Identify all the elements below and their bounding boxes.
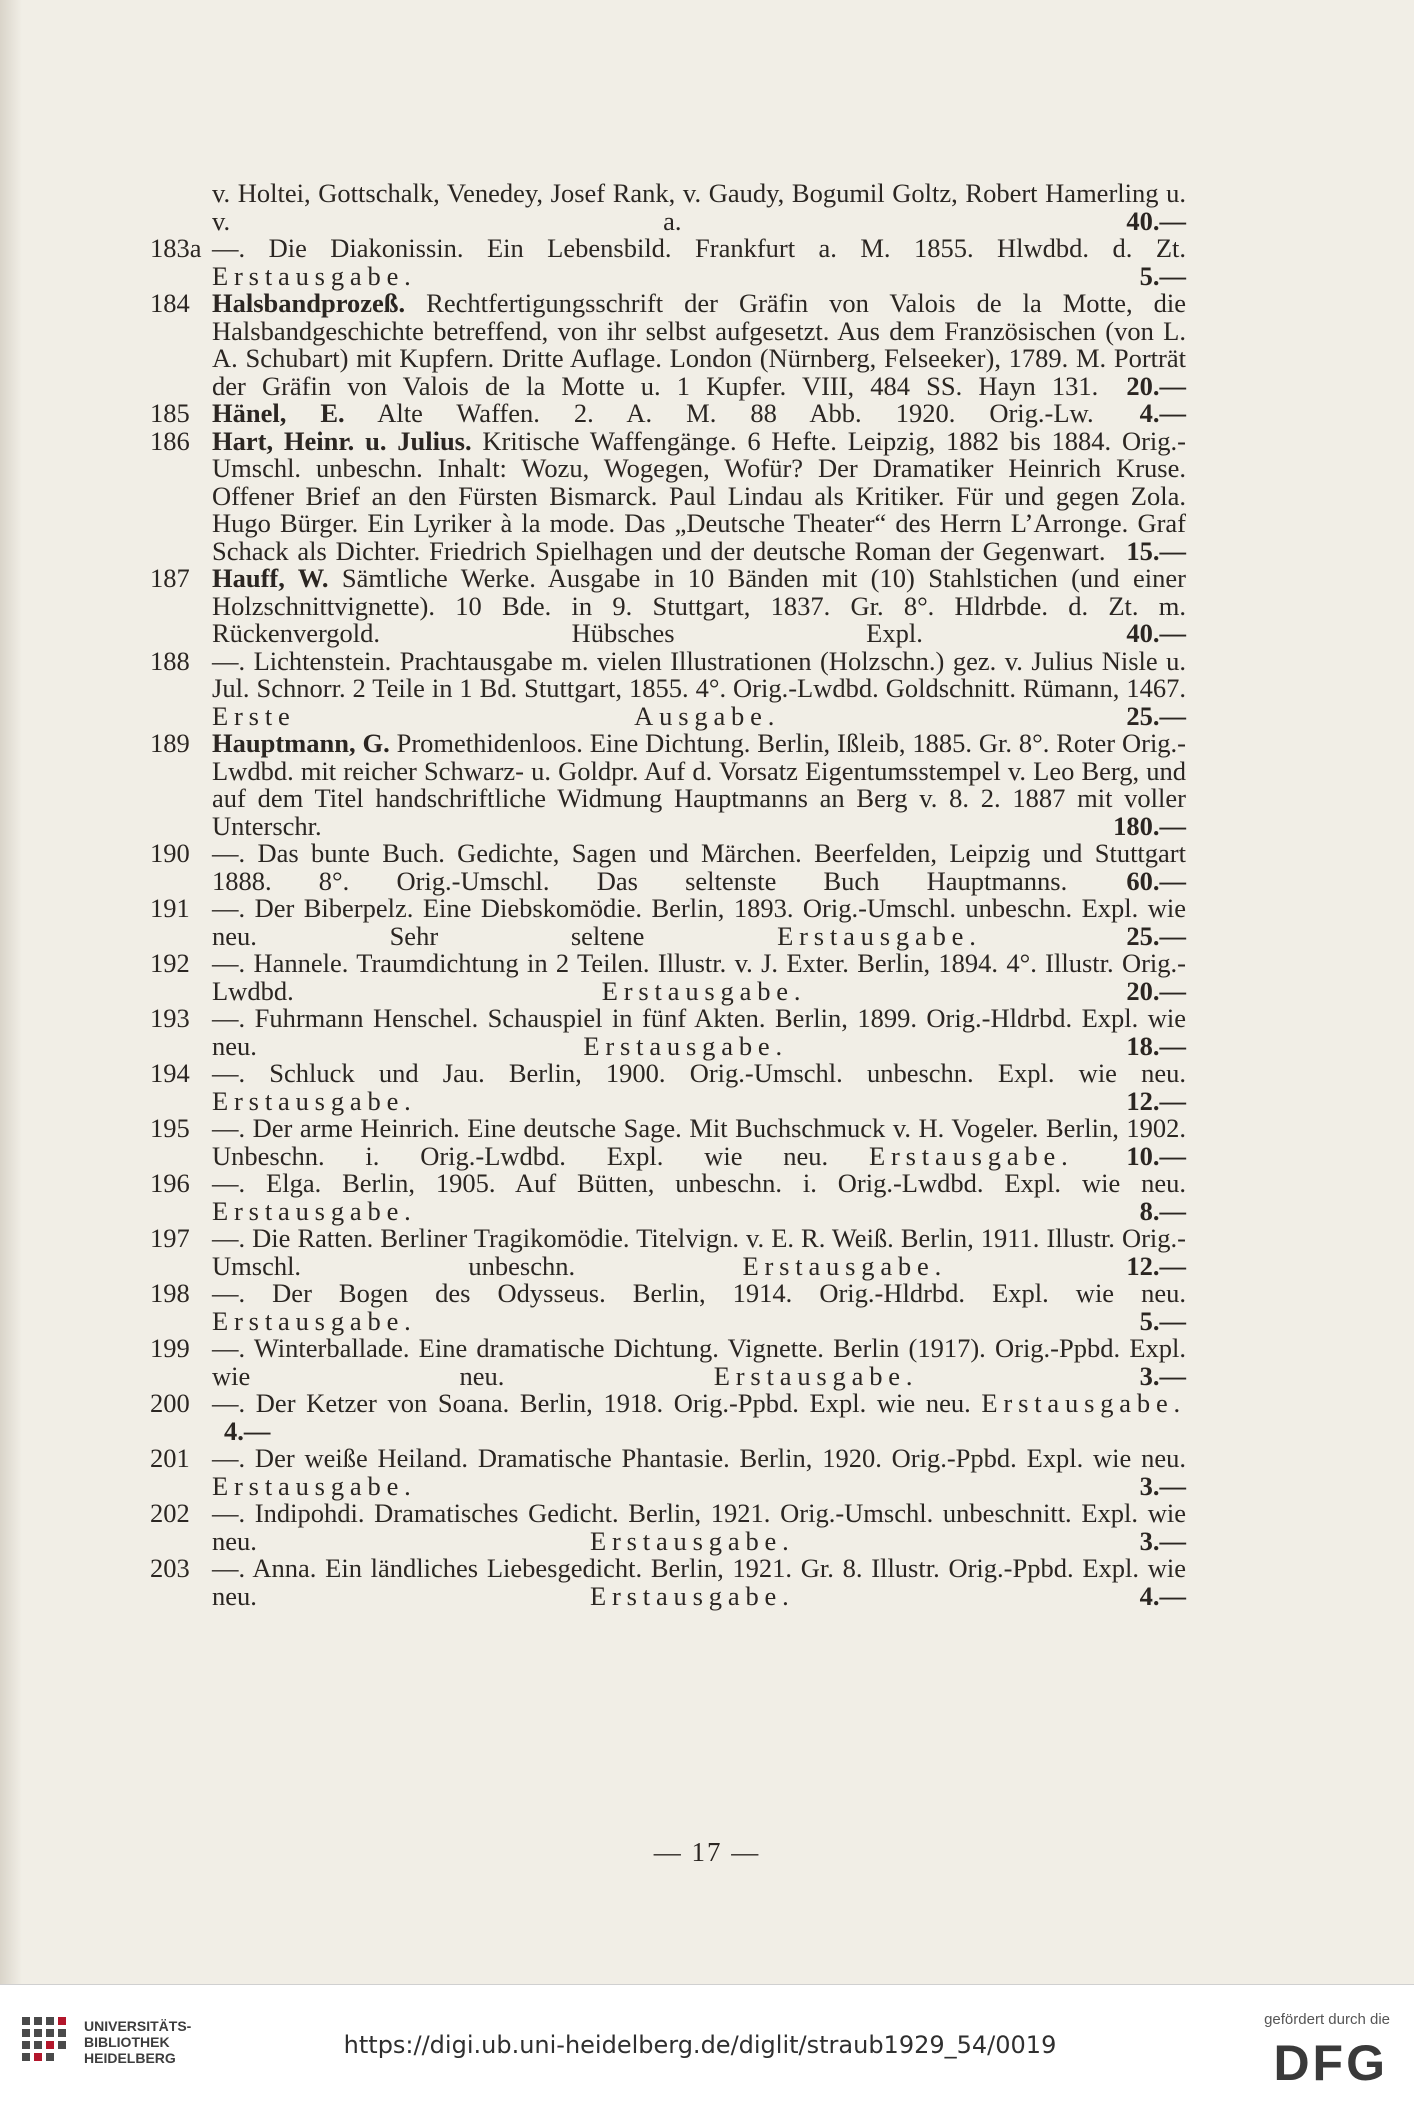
library-name-line: HEIDELBERG <box>84 2050 176 2066</box>
entry-edition-note: Erstausgabe. <box>589 1525 795 1556</box>
entry-heading: Hauptmann, G. <box>212 728 390 758</box>
entry-body <box>212 1335 1186 1390</box>
entry-edition-note: Erstausgabe. <box>589 1580 795 1611</box>
entry-heading: Hänel, E. <box>212 398 345 428</box>
entry-text: —. Das bunte Buch. Gedichte, Sagen und Märchen. Beerfelden, Leipzig und Stuttgart 1888. 8°. Orig.-Umschl. Das seltenste Buch Hauptmanns. <box>212 838 1186 896</box>
page-number: — 17 — <box>653 1837 761 1867</box>
entry-number: 194 <box>150 1058 190 1088</box>
entry-edition-note: Erste Ausgabe. <box>212 700 781 731</box>
entry-price: 25.— <box>1126 700 1186 731</box>
entry-number: 189 <box>150 728 190 758</box>
entry-body <box>212 840 1186 895</box>
page-edge-shadow <box>0 0 22 1984</box>
entry-price: 18.— <box>1126 1030 1187 1061</box>
entry-text: —. Winterballade. Eine dramatische Dichtung. Vignette. Berlin (1917). Orig.-Ppbd. Expl. wie neu. <box>212 1333 1186 1391</box>
catalog-entry <box>150 1005 1186 1060</box>
entry-number: 200 <box>150 1388 190 1418</box>
entry-number: 183a <box>150 233 202 263</box>
entry-price: 4.— <box>224 1415 271 1446</box>
entry-body <box>212 1060 1186 1115</box>
entry-body <box>212 290 1186 400</box>
entry-body <box>212 1390 1186 1445</box>
entry-price: 3.— <box>1139 1525 1187 1556</box>
catalog-entry <box>150 1280 1186 1335</box>
catalog-entry <box>150 180 1186 235</box>
entry-text: Promethidenloos. Eine Dichtung. Berlin, Ißleib, 1885. Gr. 8°. Roter Orig.-Lwdbd. mit reicher Schwarz- u. Goldpr. Auf d. Vorsatz Eigentumsstempel v. Leo Berg, und auf dem Titel handschriftliche Widmung Hauptmanns an Berg v. 8. 2. 1887 mit voller Unterschr. <box>212 728 1187 841</box>
entry-number: 188 <box>150 645 190 676</box>
entry-price: 15.— <box>1126 535 1187 566</box>
funding-caption: gefördert durch die <box>1264 2011 1390 2028</box>
entry-price: 40.— <box>1126 618 1187 648</box>
entry-text: Kritische Waffengänge. 6 Hefte. Leipzig, 1882 bis 1884. Orig.-Umschl. unbeschn. Inhalt: Wozu, Wogegen, Wofür? Der Dramatiker Heinrich Kruse. Offener Brief an den Fürsten Bismarck. Paul Lindau als Kritiker. Für und gegen Zola. Hugo Bürger. Ein Lyriker à la mode. Das „Deutsche Theater“ des Herrn L’Arronge. Graf Schack als Dichter. Friedrich Spielhagen und der deutsche Roman der Gegenwart. <box>212 425 1186 566</box>
catalog-entry <box>150 730 1186 840</box>
entry-number: 198 <box>150 1278 190 1308</box>
entry-text: —. Schluck und Jau. Berlin, 1900. Orig.-Umschl. unbeschn. Expl. wie neu. <box>212 1058 1186 1088</box>
entry-text: —. Elga. Berlin, 1905. Auf Bütten, unbeschn. i. Orig.-Lwdbd. Expl. wie neu. <box>212 1168 1186 1198</box>
catalog-entry <box>150 1335 1186 1390</box>
catalog-entry <box>150 1225 1186 1280</box>
entry-price: 40.— <box>1126 205 1187 236</box>
entry-body <box>212 1115 1186 1170</box>
entry-number: 203 <box>150 1553 190 1583</box>
entry-edition-note: Erstausgabe. <box>212 1305 417 1336</box>
ub-heidelberg-logo-icon <box>20 2015 76 2071</box>
entry-number: 186 <box>150 425 190 456</box>
entry-body <box>212 1225 1186 1280</box>
catalog-entry <box>150 565 1186 648</box>
entry-number: 187 <box>150 563 190 593</box>
entry-body <box>212 1280 1186 1335</box>
catalog-entry <box>150 290 1186 400</box>
entry-text: —. Der Bogen des Odysseus. Berlin, 1914. Orig.-Hldrbd. Expl. wie neu. <box>212 1278 1186 1308</box>
catalog-entry <box>150 1390 1186 1445</box>
entry-price: 5.— <box>1139 1305 1186 1336</box>
entry-text: v. Holtei, Gottschalk, Venedey, Josef Rank, v. Gaudy, Bogumil Goltz, Robert Hamerling u. v. a. <box>212 178 1186 236</box>
entry-number: 184 <box>150 288 190 318</box>
catalog-entry <box>150 400 1186 428</box>
entry-number: 197 <box>150 1223 190 1253</box>
entry-price: 60.— <box>1126 865 1186 896</box>
catalog-entry <box>150 1500 1186 1555</box>
entry-number: 201 <box>150 1443 190 1473</box>
entry-heading: Hart, Heinr. u. Julius. <box>212 425 472 456</box>
entry-text: —. Indipohdi. Dramatisches Gedicht. Berlin, 1921. Orig.-Umschl. unbeschnitt. Expl. wie neu. <box>212 1498 1186 1556</box>
entry-text: —. Lichtenstein. Prachtausgabe m. vielen Illustrationen (Holzschn.) gez. v. Julius Nisle u. Jul. Schnorr. 2 Teile in 1 Bd. Stuttgart, 1855. 4°. Orig.-Lwdbd. Goldschnitt. Rümann, 1467. <box>212 645 1186 703</box>
entry-heading: Hauff, W. <box>212 563 329 593</box>
entry-price: 3.— <box>1139 1360 1186 1391</box>
entry-price: 180.— <box>1113 810 1186 841</box>
entry-price: 5.— <box>1139 260 1186 291</box>
entry-body <box>212 235 1186 290</box>
catalog-entry <box>150 950 1186 1005</box>
entry-text: —. Fuhrmann Henschel. Schauspiel in fünf Akten. Berlin, 1899. Orig.-Hldrbd. Expl. wie neu. <box>212 1003 1186 1061</box>
entry-price: 8.— <box>1139 1195 1186 1226</box>
entry-heading: Halsbandprozeß. <box>212 288 406 318</box>
entry-price: 3.— <box>1139 1470 1186 1501</box>
entry-number: 202 <box>150 1498 190 1528</box>
entry-text: Rechtfertigungsschrift der Gräfin von Valois de la Motte, die Halsbandgeschichte betreffend, von ihr selbst aufgesetzt. Aus dem Französischen (von L. A. Schubart) mit Kupfern. Dritte Auflage. London (Nürnberg, Felseeker), 1789. M. Porträt der Gräfin von Valois de la Motte u. 1 Kupfer. VIII, 484 SS. Hayn 131. <box>212 288 1187 401</box>
entry-text: —. Die Diakonissin. Ein Lebensbild. Frankfurt a. M. 1855. Hlwdbd. d. Zt. <box>212 233 1186 263</box>
entry-body <box>212 1005 1186 1060</box>
catalog-entry <box>150 645 1186 731</box>
entry-text: —. Die Ratten. Berliner Tragikomödie. Titelvign. v. E. R. Weiß. Berlin, 1911. Illustr. Orig.-Umschl. unbeschn. <box>212 1223 1186 1281</box>
entry-text: —. Der arme Heinrich. Eine deutsche Sage. Mit Buchschmuck v. H. Vogeler. Berlin, 1902. Unbeschn. i. Orig.-Lwdbd. Expl. wie neu. <box>212 1113 1186 1171</box>
entry-body <box>212 895 1186 950</box>
catalog-entry <box>150 235 1186 290</box>
dfg-logo: DFG <box>1273 2035 1388 2091</box>
library-name-line: BIBLIOTHEK <box>84 2034 170 2050</box>
entry-price: 25.— <box>1126 920 1187 951</box>
entry-edition-note: Erstausgabe. <box>713 1360 919 1391</box>
library-name-line: UNIVERSITÄTS- <box>84 2018 192 2034</box>
entry-body <box>212 1445 1186 1500</box>
catalog-entry <box>150 840 1186 895</box>
catalog-entries <box>150 180 1186 1610</box>
entry-edition-note: Erstausgabe. <box>212 260 417 291</box>
entry-text: Sämtliche Werke. Ausgabe in 10 Bänden mit (10) Stahlstichen (und einer Holzschnittvignette). 10 Bde. in 9. Stuttgart, 1837. Gr. 8°. Hldrbde. d. Zt. m. Rückenvergold. Hübsches Expl. <box>212 563 1187 648</box>
entry-edition-note: Erstausgabe. <box>981 1388 1187 1418</box>
entry-edition-note: Erstausgabe. <box>212 1470 417 1501</box>
catalog-entry <box>150 425 1187 566</box>
entry-edition-note: Erstausgabe. <box>601 975 807 1006</box>
entry-body <box>212 950 1186 1005</box>
entry-price: 20.— <box>1126 975 1187 1006</box>
entry-text: Alte Waffen. 2. A. M. 88 Abb. 1920. Orig.-Lw. <box>377 398 1094 428</box>
entry-body <box>212 645 1186 731</box>
entry-text: —. Anna. Ein ländliches Liebesgedicht. Berlin, 1921. Gr. 8. Illustr. Orig.-Ppbd. Expl. wie neu. <box>212 1553 1186 1611</box>
entry-price: 4.— <box>1139 398 1186 428</box>
entry-price: 10.— <box>1126 1140 1187 1171</box>
entry-edition-note: Erstausgabe. <box>777 920 982 951</box>
entry-body <box>212 1555 1186 1610</box>
entry-number: 185 <box>150 398 190 428</box>
entry-price: 20.— <box>1126 370 1187 401</box>
entry-body <box>212 400 1186 428</box>
entry-body <box>212 425 1187 566</box>
entry-edition-note: Erstausgabe. <box>583 1030 788 1061</box>
entry-text: —. Hannele. Traumdichtung in 2 Teilen. Illustr. v. J. Exter. Berlin, 1894. 4°. Illustr. Orig.-Lwdbd. <box>212 948 1186 1006</box>
viewer-footer <box>0 1984 1414 2111</box>
entry-number: 196 <box>150 1168 190 1198</box>
entry-edition-note: Erstausgabe. <box>212 1085 417 1116</box>
entry-body <box>212 565 1186 648</box>
entry-price: 4.— <box>1139 1580 1187 1611</box>
entry-number: 192 <box>150 948 190 978</box>
catalog-entry <box>150 1060 1186 1115</box>
entry-text: —. Der weiße Heiland. Dramatische Phantasie. Berlin, 1920. Orig.-Ppbd. Expl. wie neu. <box>212 1443 1186 1473</box>
catalog-entry <box>150 1445 1186 1500</box>
catalog-entry <box>150 1115 1186 1170</box>
entry-edition-note: Erstausgabe. <box>212 1195 417 1226</box>
catalog-entry <box>150 895 1186 950</box>
entry-number: 193 <box>150 1003 190 1033</box>
entry-body <box>212 180 1186 235</box>
entry-text: —. Der Biberpelz. Eine Diebskomödie. Berlin, 1893. Orig.-Umschl. unbeschn. Expl. wie neu. Sehr seltene <box>212 893 1186 951</box>
entry-price: 12.— <box>1126 1085 1186 1116</box>
library-name <box>84 2018 191 2066</box>
entry-price: 12.— <box>1126 1250 1187 1281</box>
catalog-entry <box>150 1555 1186 1610</box>
permalink-url[interactable]: https://digi.ub.uni-heidelberg.de/diglit/straub1929_54/0019 <box>343 2031 1057 2059</box>
catalog-entry <box>150 1170 1186 1225</box>
entry-edition-note: Erstausgabe. <box>742 1250 948 1281</box>
entry-text: —. Der Ketzer von Soana. Berlin, 1918. Orig.-Ppbd. Expl. wie neu. <box>212 1388 971 1418</box>
entry-number: 190 <box>150 838 190 868</box>
entry-number: 191 <box>150 893 190 923</box>
entry-edition-note: Erstausgabe. <box>868 1140 1074 1171</box>
entry-body <box>212 1500 1186 1555</box>
entry-body <box>212 1170 1186 1225</box>
entry-number: 195 <box>150 1113 190 1143</box>
entry-number: 199 <box>150 1333 190 1363</box>
entry-body <box>212 730 1186 840</box>
